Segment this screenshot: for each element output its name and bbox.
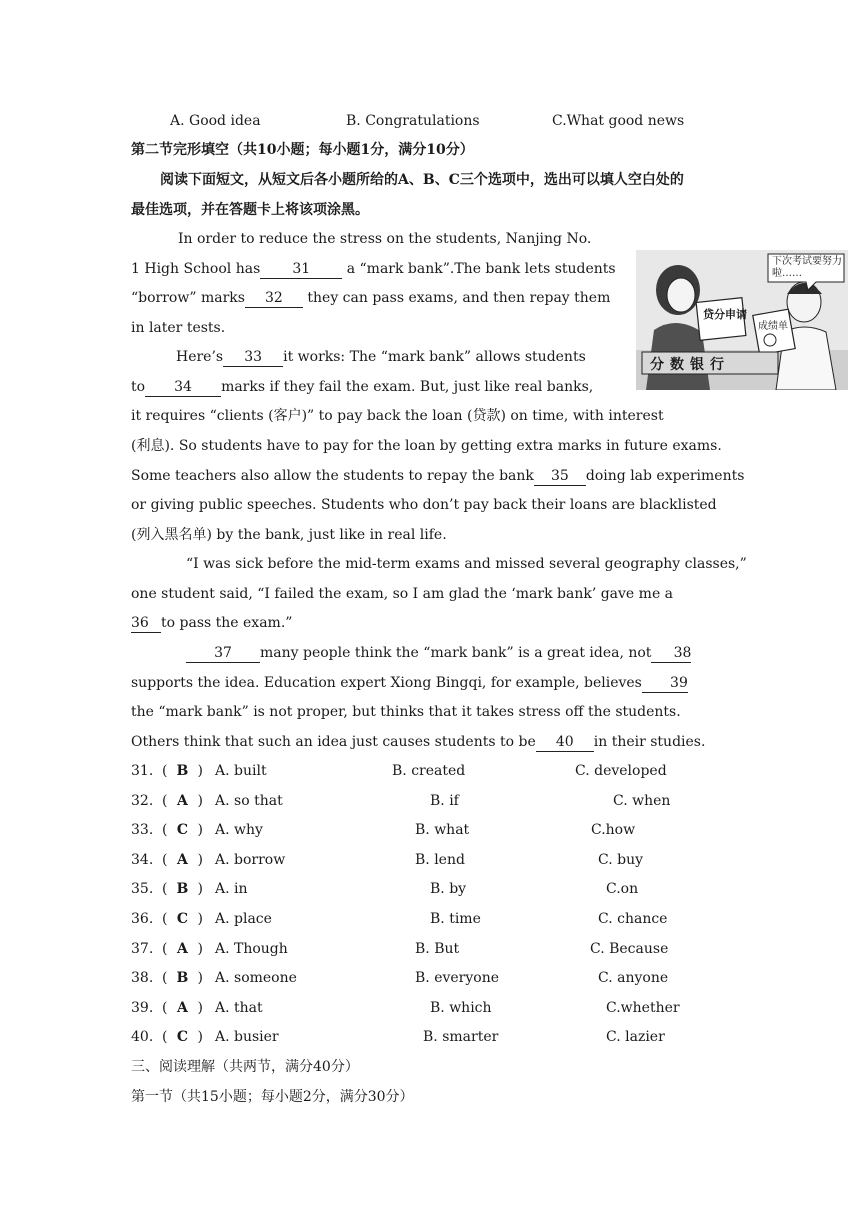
answer-bracket: ( C ) xyxy=(162,822,203,839)
answer-letter: B xyxy=(176,970,189,987)
prev-option-a: A. Good idea xyxy=(170,113,261,129)
question-number: 34. xyxy=(131,851,154,868)
answer-bracket: ( C ) xyxy=(162,1029,203,1046)
prev-option-c: C.What good news xyxy=(552,113,685,129)
blank-40: 40 xyxy=(536,733,594,752)
blank-34: 34 xyxy=(145,378,221,397)
cartoon-sign-text: 分数银行 xyxy=(650,357,730,373)
section3-heading: 三、阅读理解（共两节，满分40分） xyxy=(131,1059,359,1075)
answer-letter: A xyxy=(177,851,188,868)
question-number: 37. xyxy=(131,940,154,957)
answer-bracket: ( B ) xyxy=(162,881,203,898)
option-b: B. lend xyxy=(415,851,465,868)
answer-letter: A xyxy=(177,999,188,1016)
prev-option-b: B. Congratulations xyxy=(346,113,480,129)
option-b: B. by xyxy=(430,881,467,898)
section2-instruction-1: 阅读下面短文，从短文后各小题所给的A、B、C三个选项中，选出可以填人空白处的 xyxy=(160,172,684,188)
passage-line: 36 to pass the exam.” xyxy=(131,615,293,631)
blank-33: 33 xyxy=(223,348,283,367)
passage-line: “borrow” marks 32 they can pass exams, and then repay them xyxy=(131,290,611,306)
section2-heading: 第二节完形填空（共10小题；每小题1分，满分10分） xyxy=(131,142,474,158)
option-c: C. anyone xyxy=(598,970,669,987)
option-c: C. Because xyxy=(590,940,669,957)
answer-letter: C xyxy=(176,911,189,927)
question-number: 32. xyxy=(131,792,154,809)
question-number: 40. xyxy=(131,1029,154,1046)
option-c: C.whether xyxy=(606,999,680,1016)
section3-subheading: 第一节（共15小题；每小题2分，满分30分） xyxy=(131,1089,414,1105)
passage-line: “I was sick before the mid-term exams and missed several geography classes,” xyxy=(186,556,747,572)
option-b: B. which xyxy=(430,999,492,1016)
option-c: C. lazier xyxy=(606,1029,665,1046)
option-b: B. everyone xyxy=(415,970,499,987)
section2-instruction-2: 最佳选项，并在答题卡上将该项涂黑。 xyxy=(131,202,369,218)
option-a: A. someone xyxy=(215,970,297,987)
passage-line: or giving public speeches. Students who don’t pay back their loans are blacklisted xyxy=(131,497,717,513)
blank-36: 36 xyxy=(131,614,161,633)
blank-35: 35 xyxy=(534,467,586,486)
option-b: B. smarter xyxy=(423,1029,499,1046)
answer-letter: B xyxy=(176,881,189,898)
answer-bracket: ( A ) xyxy=(162,792,203,809)
option-b: B. created xyxy=(392,763,466,779)
answer-letter: A xyxy=(177,792,188,809)
blank-39: 39 xyxy=(642,674,688,693)
passage-line: the “mark bank” is not proper, but thinks that it takes stress off the students. xyxy=(131,704,681,720)
option-a: A. in xyxy=(215,881,248,898)
answer-bracket: ( B ) xyxy=(162,970,203,987)
passage-line: Some teachers also allow the students to repay the bank 35 doing lab experiments xyxy=(131,468,745,484)
answer-bracket: ( A ) xyxy=(162,999,203,1016)
option-c: C. when xyxy=(613,792,671,809)
cartoon-bubble-text: 下次考试要努力啦…… xyxy=(772,256,842,279)
option-b: B. time xyxy=(430,911,481,927)
option-c: C. developed xyxy=(575,763,667,779)
question-number: 35. xyxy=(131,881,154,898)
option-a: A. busier xyxy=(215,1029,279,1046)
option-c: C.on xyxy=(606,881,639,898)
option-a: A. Though xyxy=(215,940,288,957)
option-a: A. borrow xyxy=(215,851,286,868)
passage-line: it requires “clients (客户)” to pay back the loan (贷款) on time, with interest xyxy=(131,408,664,424)
option-c: C. chance xyxy=(598,911,668,927)
option-a: A. so that xyxy=(215,792,283,809)
passage-line: (利息). So students have to pay for the loan by getting extra marks in future exams. xyxy=(131,438,722,454)
answer-bracket: ( B ) xyxy=(162,763,203,779)
cartoon-sheet1-text: 贷分申请 xyxy=(703,308,747,321)
option-c: C. buy xyxy=(598,851,644,868)
passage-line: (列入黑名单) by the bank, just like in real life. xyxy=(131,527,447,543)
passage-line: 1 High School has 31 a “mark bank”.The bank lets students xyxy=(131,261,616,277)
question-number: 39. xyxy=(131,999,154,1016)
passage-line: Here’s 33 it works: The “mark bank” allows students xyxy=(176,349,586,365)
option-a: A. why xyxy=(215,822,263,839)
option-b: B. if xyxy=(430,792,459,809)
blank-38: 38 xyxy=(651,644,691,663)
option-b: B. what xyxy=(415,822,470,839)
question-number: 36. xyxy=(131,911,154,927)
passage-line: in later tests. xyxy=(131,320,226,336)
answer-bracket: ( C ) xyxy=(162,911,203,927)
passage-line: 37 many people think the “mark bank” is a great idea, not 38 xyxy=(186,644,691,663)
passage-line: supports the idea. Education expert Xiong Bingqi, for example, believes 39 xyxy=(131,675,688,691)
answer-letter: A xyxy=(177,940,188,957)
answer-letter: B xyxy=(176,763,189,779)
option-a: A. that xyxy=(215,999,263,1016)
passage-line: Others think that such an idea just causes students to be 40 in their studies. xyxy=(131,734,706,750)
blank-37: 37 xyxy=(186,644,260,663)
blank-31: 31 xyxy=(260,260,342,279)
option-c: C.how xyxy=(591,822,636,839)
question-number: 31. xyxy=(131,763,154,779)
passage-line: to 34 marks if they fail the exam. But, just like real banks, xyxy=(131,379,594,395)
option-a: A. place xyxy=(215,911,272,927)
answer-bracket: ( A ) xyxy=(162,940,203,957)
option-b: B. But xyxy=(415,940,460,957)
cartoon-sheet2-text: 成绩单 xyxy=(758,321,788,332)
passage-line: one student said, “I failed the exam, so I am glad the ‘mark bank’ gave me a xyxy=(131,586,674,602)
answer-letter: C xyxy=(176,822,189,839)
passage-line: In order to reduce the stress on the students, Nanjing No. xyxy=(178,231,592,247)
question-number: 38. xyxy=(131,970,154,987)
blank-32: 32 xyxy=(245,289,303,308)
question-number: 33. xyxy=(131,822,154,839)
option-a: A. built xyxy=(215,763,267,779)
answer-bracket: ( A ) xyxy=(162,851,203,868)
answer-letter: C xyxy=(176,1029,189,1046)
